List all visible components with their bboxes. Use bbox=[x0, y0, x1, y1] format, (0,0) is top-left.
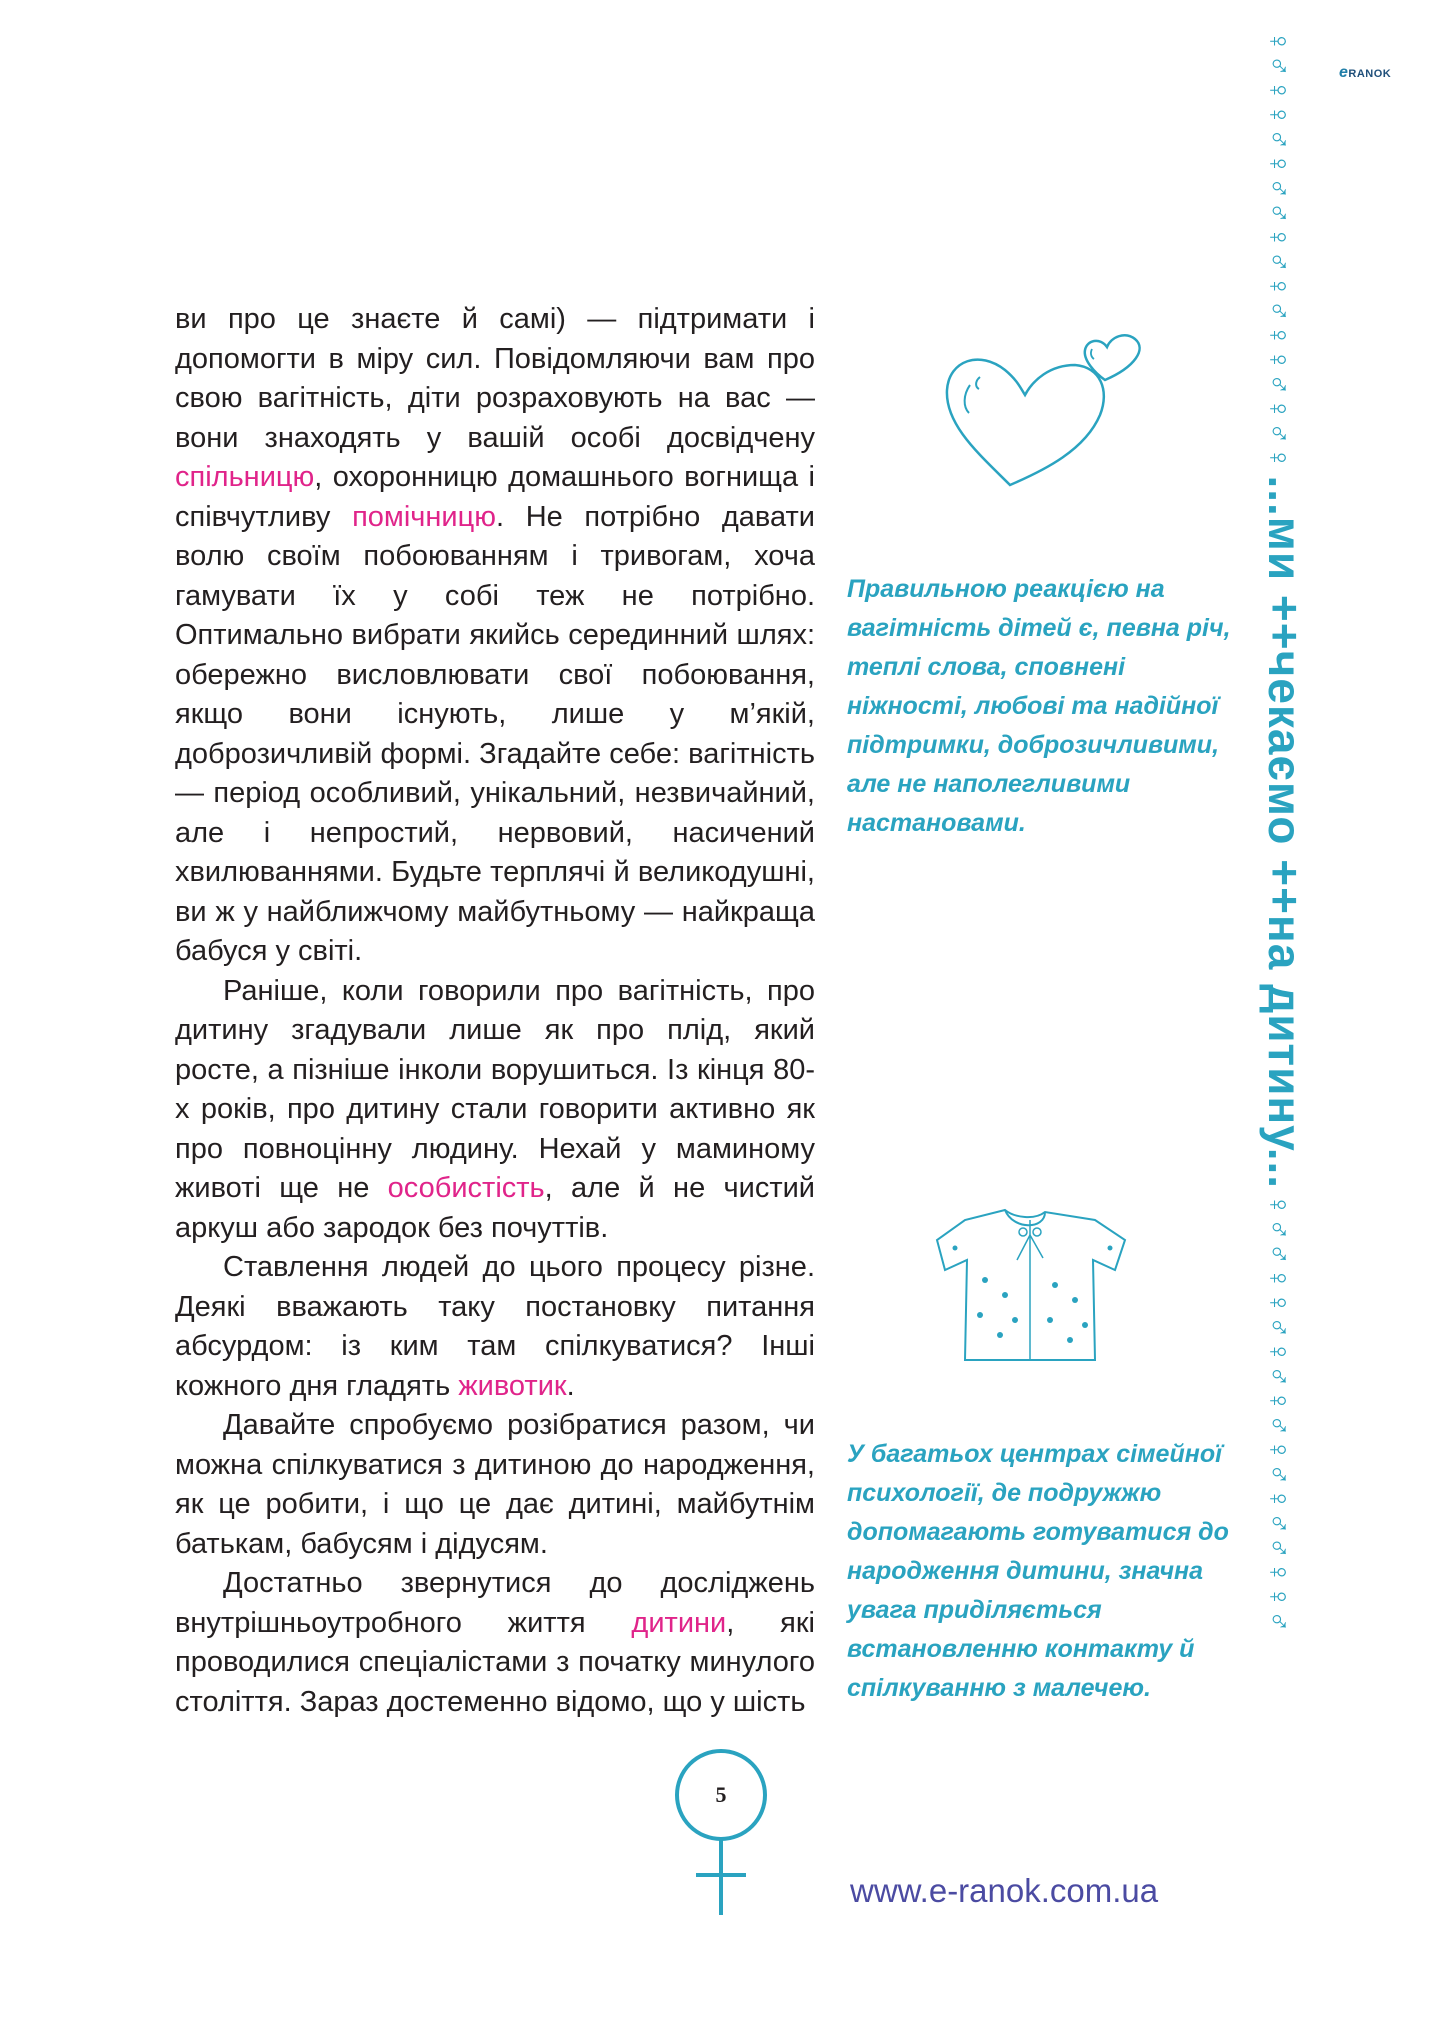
banner-slogan: ...ми ++чекаємо ++на дитину... bbox=[1259, 475, 1311, 1190]
highlight-term: спільницю bbox=[175, 461, 315, 493]
paragraph-1: ви про це знаєте й самі) — підтримати і допомогти в міру сил. Повідомляючи вам про свою вагітність, діти розраховують на вас — вони знаходять у вашій особі досвідчену спільницю, охоронницю домашнього вогнища і співчутливу помічницю. Не потрібно давати волю своїм побоюванням і тривогам, хоча гамувати їх у собі теж не потрібно. Оптимально вибрати якийсь серединний шлях: обережно висловлювати свої побоювання, якщо вони існують, лише у м’якій, доброзичливій формі. Згадайте себе: вагітність — період особливий, унікальний, незвичайний, але і непростий, нервовий, насичений хвилюваннями. Будьте терплячі й великодушні, ви ж у найближчому майбутньому — найкраща бабуся у світі. bbox=[175, 303, 815, 967]
main-text bbox=[175, 300, 815, 1722]
website-link[interactable]: www.e-ranok.com.ua bbox=[850, 1872, 1159, 1909]
paragraph-5: Достатньо звернутися до досліджень внутрішньоутробного життя дитини, які проводилися спеціалістами з початку минулого століття. Зараз достеменно відомо, що у шість bbox=[175, 1567, 816, 1718]
highlight-term: помічницю bbox=[352, 500, 496, 533]
logo-mark: e bbox=[1339, 64, 1349, 81]
page-number: 5 bbox=[715, 1782, 727, 1807]
vertical-banner bbox=[1253, 30, 1310, 1634]
highlight-term: дитини bbox=[631, 1606, 727, 1639]
logo-name: RANOK bbox=[1348, 68, 1392, 80]
side-note-reaction: Правильною реакцією на вагітність дітей є, певна річ, теплі слова, сповнені ніжності, любові та надійної підтримки, доброзичливими, але не наполегливими настановами. bbox=[847, 575, 1231, 837]
side-note-family-centers: У багатьох центрах сімейної психології, де подружжю допомагають готуватися до народження дитини, значна увага приділяється встановленню контакту й спілкуванню з малечею. bbox=[847, 1440, 1229, 1702]
gender-symbols-bottom: ♀♂♂♀♀♂♀♂♀♂♀♂♀♂♂♀♀♂ bbox=[1262, 1193, 1295, 1635]
highlight-term: особистість bbox=[387, 1172, 545, 1204]
paragraph-3: Ставлення людей до цього процесу різне. Деякі вважають таку постановку питання абсурдом: із ким там спілкуватися? Інші кожного дня гладять животик. bbox=[175, 1251, 815, 1402]
hearts-illustration bbox=[935, 325, 1165, 495]
highlight-term: животик bbox=[458, 1369, 567, 1402]
paragraph-2: Раніше, коли говорили про вагітність, про дитину згадували лише як про плід, який росте, а пізніше інколи ворушиться. Із кінця 80-х років, про дитину стали говорити активно як про повноцінну людину. Нехай у маминому животі ще не особистість, але й не чистий аркуш або зародок без почуттів. bbox=[175, 974, 816, 1244]
paragraph-4: Давайте спробуємо розібратися разом, чи можна спілкуватися з дитиною до народження, як це робити, і що це дає дитині, майбутнім батькам, бабусям і дідусям. bbox=[175, 1409, 815, 1560]
gender-symbols-top: ♀♂♀♀♂♀♂♂♀♂♀♂♀♀♂♀♂♀ bbox=[1262, 30, 1295, 471]
publisher-logo bbox=[1339, 64, 1391, 82]
baby-jacket-illustration bbox=[935, 1200, 1135, 1370]
